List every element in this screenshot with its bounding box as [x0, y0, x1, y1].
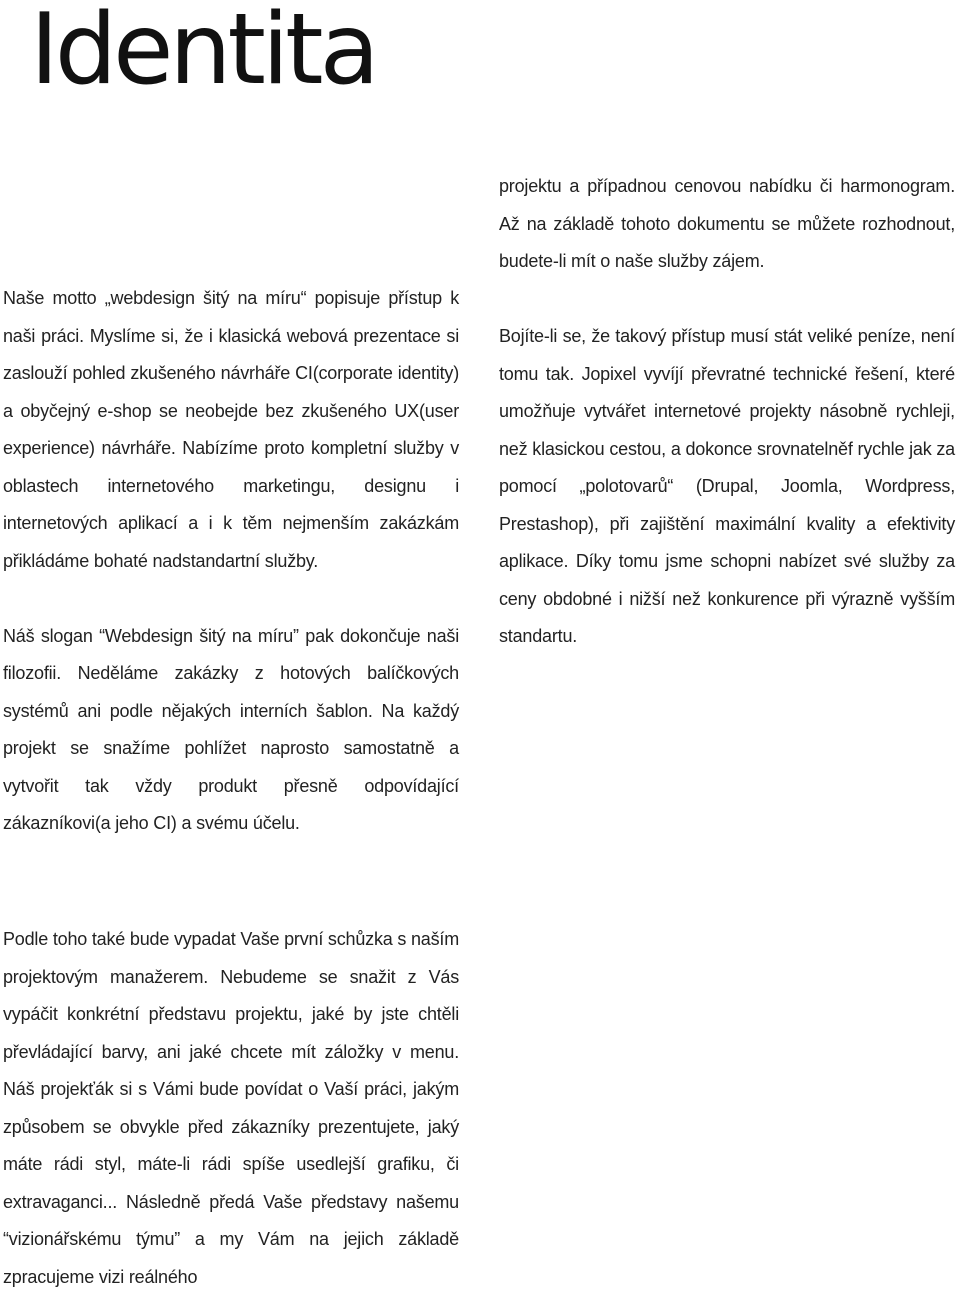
paragraph-pricing: Bojíte-li se, že takový přístup musí stát veliké peníze, není tomu tak. Jopixel vyvíjí převratné technické řešení, které umožňuje vytvářet internetové projekty násobně rychleji, než klasickou cestou, a dokonce srovnatelněf rychle jak za pomocí „polotovarů“ (Drupal, Joomla, Wordpress, Prestashop), při zajištění maximální kvality a efektivity aplikace. Díky tomu jsme schopni nabízet své služby za ceny obdobné i nižší než konkurence při výrazně vyšším standartu. [499, 326, 955, 646]
left-column [3, 280, 459, 843]
right-column [499, 168, 955, 656]
paragraph-project-offer: projektu a případnou cenovou nabídku či harmonogram. Až na základě tohoto dokumentu se můžete rozhodnout, budete-li mít o naše služby zájem. [499, 176, 955, 271]
page-title: Identita [30, 0, 376, 107]
bottom-column [3, 921, 459, 1296]
paragraph-slogan: Náš slogan “Webdesign šitý na míru” pak dokončuje naši filozofii. Neděláme zakázky z hotových balíčkových systémů ani podle nějakých interních šablon. Na každý projekt se snažíme pohlížet naprosto samostatně a vytvořit tak vždy produkt přesně odpovídající zákazníkovi(a jeho CI) a svému účelu. [3, 625, 459, 833]
paragraph-first-meeting: Podle toho také bude vypadat Vaše první schůzka s naším projektovým manažerem. Nebudeme se snažit z Vás vypáčit konkrétní představu projektu, jaké by jste chtěli převládající barvy, ani jaké chcete mít záložky v menu. Náš projekťák si s Vámi bude povídat o Vaší práci, jakým způsobem se obvykle před zákazníky prezentujete, jaký máte rádi styl, máte-li rádi spíše usedlejší grafiku, či extravaganci... Následně předá Vaše představy našemu “vizionářskému týmu” a my Vám na jejich základě zpracujeme vizi reálného [3, 929, 459, 1287]
paragraph-motto: Naše motto „webdesign šitý na míru“ popisuje přístup k naši práci. Myslíme si, že i klasická webová prezentace si zaslouží pohled zkušeného návrháře CI(corporate identity) a obyčejný e-shop se neobejde bez zkušeného UX(user experience) návrháře. Nabízíme proto kompletní služby v oblastech internetového marketingu, designu i internetových aplikací a i k těm nejmenším zakázkám přikládáme bohaté nadstandartní služby. [3, 288, 459, 571]
